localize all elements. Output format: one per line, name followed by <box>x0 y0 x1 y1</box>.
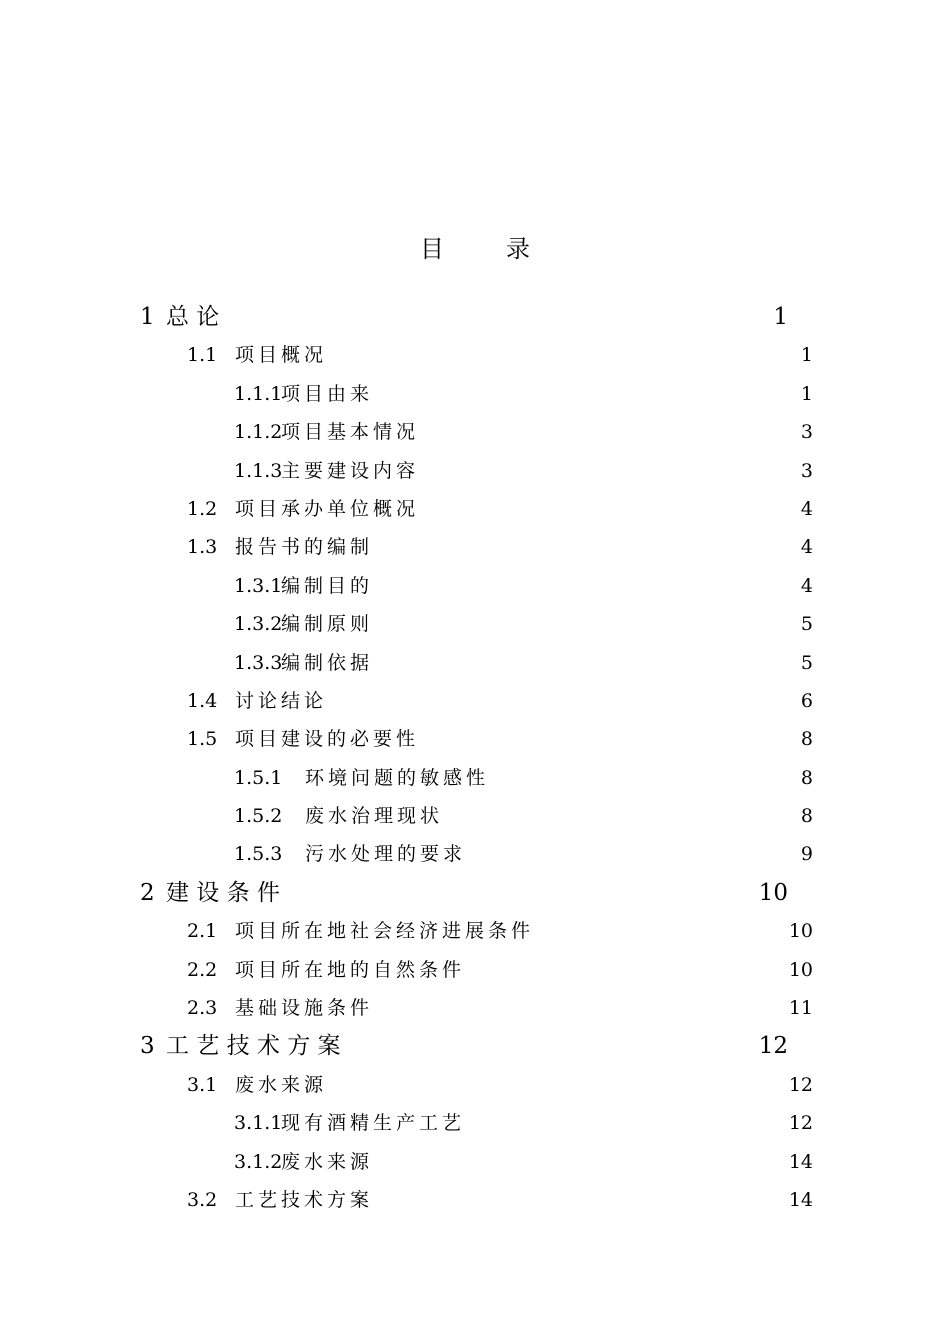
entry-page: 12 <box>788 1073 813 1096</box>
entry-page: 4 <box>800 574 813 597</box>
toc-entry[interactable] <box>0 682 950 720</box>
entry-title: 总 论 <box>166 304 220 330</box>
entry-title: 项目概况 <box>235 344 328 367</box>
entry-number: 1.3 <box>187 536 218 559</box>
toc-entry[interactable] <box>0 720 950 758</box>
entry-number: 1.2 <box>187 497 218 520</box>
entry-number: 2 <box>140 879 155 906</box>
entry-number: 1.1.2 <box>234 421 283 444</box>
entry-page: 5 <box>800 613 813 636</box>
toc-entry[interactable] <box>0 912 950 950</box>
entry-title: 项目所在地社会经济进展条件 <box>235 920 535 943</box>
toc-entry[interactable] <box>0 336 950 374</box>
entry-page: 12 <box>758 1033 788 1060</box>
entry-page: 12 <box>788 1112 813 1135</box>
toc-entry[interactable] <box>0 989 950 1027</box>
entry-page: 3 <box>800 421 813 444</box>
toc-entry[interactable] <box>0 1181 950 1219</box>
toc-entry[interactable] <box>0 375 950 413</box>
entry-title: 报告书的编制 <box>235 536 374 559</box>
entry-page: 10 <box>788 958 813 981</box>
entry-page: 14 <box>788 1188 813 1211</box>
toc-entry[interactable] <box>0 528 950 566</box>
toc-title <box>0 232 950 266</box>
entry-title: 讨论结论 <box>235 689 328 712</box>
entry-title: 基础设施条件 <box>235 997 374 1020</box>
entry-number: 1.3.1 <box>234 574 283 597</box>
toc-entry[interactable] <box>0 1104 950 1142</box>
toc-entry[interactable] <box>0 1143 950 1181</box>
toc-entry[interactable] <box>0 1027 950 1065</box>
entry-number: 1.1.1 <box>234 382 283 405</box>
toc-entry[interactable] <box>0 951 950 989</box>
entry-title: 编制原则 <box>281 613 374 636</box>
entry-number: 3.2 <box>187 1188 218 1211</box>
entry-number: 1.3.2 <box>234 613 283 636</box>
entry-page: 10 <box>758 879 788 906</box>
toc-entry[interactable] <box>0 605 950 643</box>
entry-title: 废水来源 <box>281 1150 374 1173</box>
entry-page: 5 <box>800 651 813 674</box>
entry-title: 工 艺 技 术 方 案 <box>166 1033 341 1060</box>
entry-title: 项目承办单位概况 <box>235 497 420 520</box>
toc-title-char: 目 <box>420 235 444 263</box>
entry-number: 3.1.2 <box>234 1150 283 1173</box>
entry-number: 1.3.3 <box>234 651 283 674</box>
toc-entry[interactable] <box>0 567 950 605</box>
entry-number: 1.5.3 <box>234 843 283 866</box>
entry-page: 4 <box>800 497 813 520</box>
entry-number: 1.5 <box>187 728 218 751</box>
entry-title: 主要建设内容 <box>281 459 420 482</box>
toc-entry[interactable] <box>0 298 950 336</box>
entry-number: 1.4 <box>187 689 218 712</box>
entry-page: 3 <box>800 459 813 482</box>
entry-page: 9 <box>800 843 813 866</box>
entry-page: 1 <box>800 382 813 405</box>
toc-title-char: 录 <box>506 235 530 263</box>
entry-number: 1.1.3 <box>234 459 283 482</box>
toc-entry[interactable] <box>0 797 950 835</box>
entry-page: 10 <box>788 920 813 943</box>
entry-number: 1 <box>140 304 155 330</box>
toc-entry[interactable] <box>0 1066 950 1104</box>
entry-title: 现有酒精生产工艺 <box>281 1112 466 1135</box>
entry-number: 1.1 <box>187 344 218 367</box>
entry-page: 1 <box>800 344 813 367</box>
toc-entry[interactable] <box>0 835 950 873</box>
entry-title: 项目由来 <box>281 382 374 405</box>
toc-entry[interactable] <box>0 759 950 797</box>
entry-page: 8 <box>800 805 813 828</box>
entry-number: 1.5.1 <box>234 766 283 789</box>
entry-page: 8 <box>800 766 813 789</box>
entry-page: 8 <box>800 728 813 751</box>
entry-number: 2.1 <box>187 920 218 943</box>
entry-title: 项目基本情况 <box>281 421 420 444</box>
entry-title: 项目所在地的自然条件 <box>235 958 466 981</box>
entry-title: 建 设 条 件 <box>166 879 280 906</box>
entry-title: 废水来源 <box>235 1073 328 1096</box>
entry-title: 污水处理的要求 <box>305 843 467 866</box>
toc-entry[interactable] <box>0 413 950 451</box>
entry-title: 环境问题的敏感性 <box>305 766 490 789</box>
entry-title: 编制目的 <box>281 574 374 597</box>
toc-entry[interactable] <box>0 452 950 490</box>
entry-number: 2.3 <box>187 997 218 1020</box>
entry-page: 1 <box>773 304 788 330</box>
entry-title: 废水治理现状 <box>305 805 444 828</box>
entry-title: 工艺技术方案 <box>235 1188 374 1211</box>
entry-title: 项目建设的必要性 <box>235 728 420 751</box>
entry-number: 3.1 <box>187 1073 218 1096</box>
entry-page: 6 <box>800 689 813 712</box>
toc-entry[interactable] <box>0 874 950 912</box>
entry-number: 1.5.2 <box>234 805 283 828</box>
toc-entry[interactable] <box>0 644 950 682</box>
entry-number: 2.2 <box>187 958 218 981</box>
entry-number: 3.1.1 <box>234 1112 283 1135</box>
entry-title: 编制依据 <box>281 651 374 674</box>
entry-page: 4 <box>800 536 813 559</box>
entry-page: 11 <box>788 997 813 1020</box>
entry-page: 14 <box>788 1150 813 1173</box>
toc-list <box>0 298 950 1219</box>
entry-number: 3 <box>140 1033 155 1060</box>
toc-entry[interactable] <box>0 490 950 528</box>
